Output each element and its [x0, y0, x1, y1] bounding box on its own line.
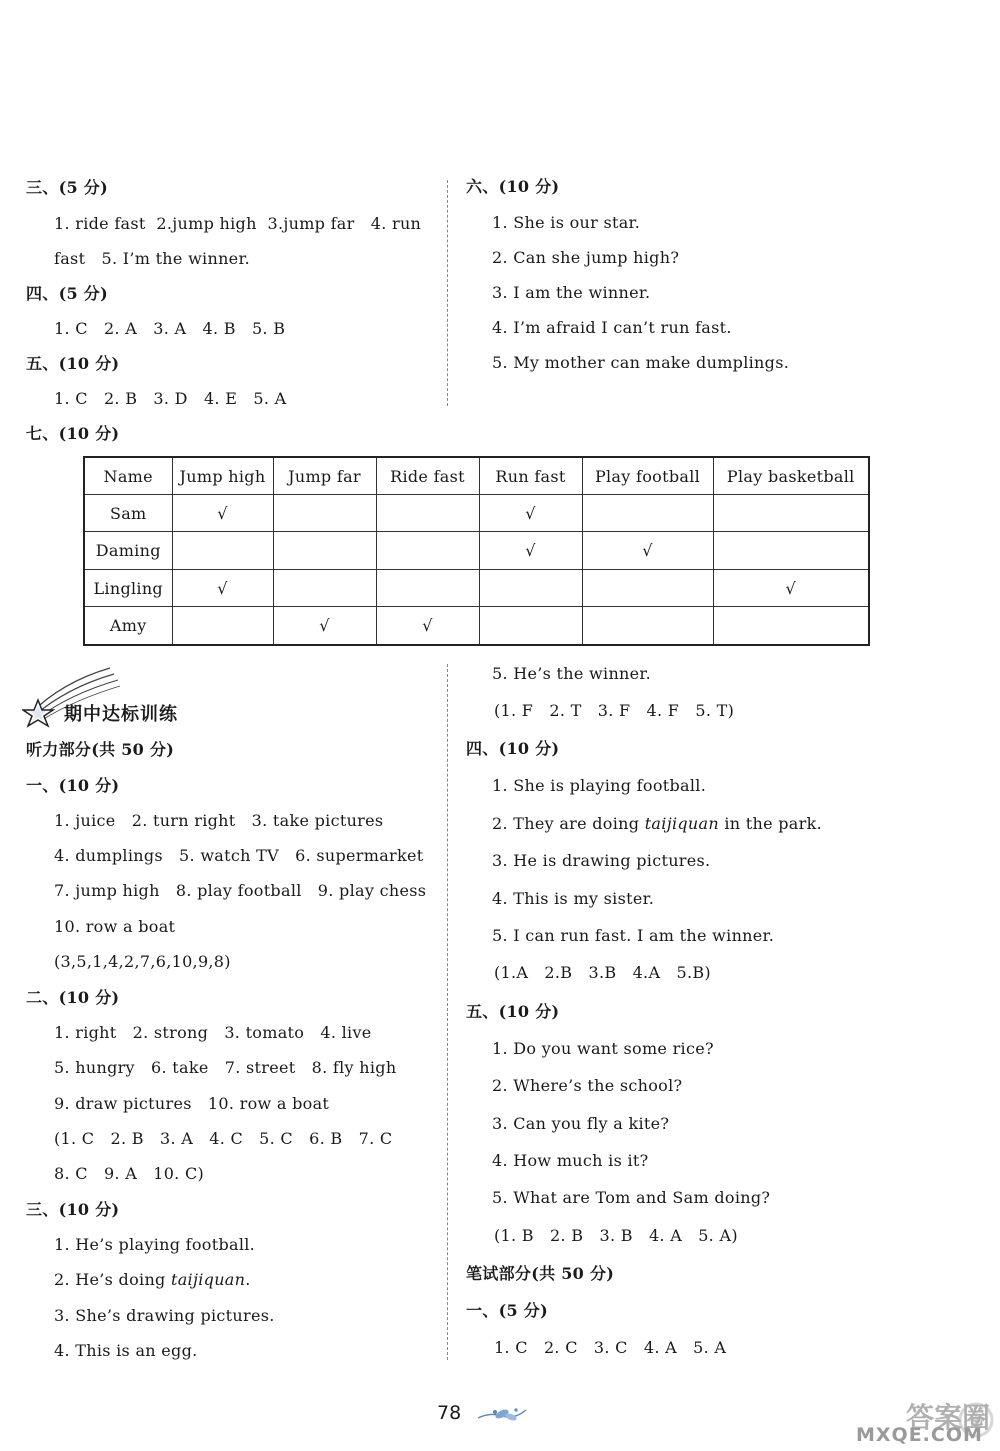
- section-6-line-5: 5. My mother can make dumplings.: [492, 353, 790, 372]
- part-3-line-2-end: .: [245, 1270, 251, 1289]
- part-4-title: 四、(10 分): [466, 739, 560, 758]
- part-1-line-5: (3,5,1,4,2,7,6,10,9,8): [54, 952, 231, 971]
- part-3-line-2: [54, 1270, 251, 1290]
- part-3-title: 三、(10 分): [26, 1200, 120, 1219]
- table-cell: [172, 532, 273, 569]
- part-5-answers: (1. B 2. B 3. B 4. A 5. A): [494, 1226, 738, 1245]
- part-4-line-2: [492, 814, 822, 834]
- table-cell: √: [713, 569, 869, 606]
- part-4-line-3: 3. He is drawing pictures.: [492, 851, 711, 870]
- table-header-cell: Run fast: [479, 457, 582, 495]
- section-3-line-2: fast 5. I’m the winner.: [54, 249, 251, 268]
- table-header-cell: Play basketball: [713, 457, 869, 495]
- table-header-row: [84, 457, 869, 495]
- part-3-line-3: 3. She’s drawing pictures.: [54, 1306, 275, 1325]
- part-3-answers: (1. F 2. T 3. F 4. F 5. T): [494, 701, 735, 720]
- table-cell: Daming: [84, 532, 172, 569]
- part-4-line-4: 4. This is my sister.: [492, 889, 655, 908]
- part-2-line-5: 8. C 9. A 10. C): [54, 1164, 205, 1183]
- part-4-line-2-text: 2. They are doing: [492, 814, 645, 833]
- table-cell: √: [479, 495, 582, 532]
- part-4-line-2-end: in the park.: [718, 814, 822, 833]
- part-4-line-5: 5. I can run fast. I am the winner.: [492, 926, 775, 945]
- page-number: 78: [437, 1402, 462, 1424]
- part-5-title: 五、(10 分): [466, 1002, 560, 1021]
- table-cell: Lingling: [84, 569, 172, 606]
- part-1-line-1: 1. juice 2. turn right 3. take pictures: [54, 811, 384, 830]
- part-1-line-4: 10. row a boat: [54, 917, 176, 936]
- written-part-1-title: 一、(5 分): [466, 1301, 548, 1320]
- table-cell: Sam: [84, 495, 172, 532]
- part-1-title: 一、(10 分): [26, 776, 120, 795]
- table-header-cell: Jump high: [172, 457, 273, 495]
- table-cell: [273, 532, 376, 569]
- section-6-line-3: 3. I am the winner.: [492, 283, 651, 302]
- part-2-title: 二、(10 分): [26, 988, 120, 1007]
- table-cell: √: [172, 495, 273, 532]
- table-cell: [582, 569, 713, 606]
- table-cell: [172, 607, 273, 645]
- listening-heading: 听力部分(共 50 分): [26, 740, 175, 759]
- section-6-title: 六、(10 分): [466, 177, 560, 196]
- table-row: [84, 495, 869, 532]
- midterm-title: 期中达标训练: [64, 704, 178, 725]
- part-3-line-4: 4. This is an egg.: [54, 1341, 198, 1360]
- watermark-mark: 答案圈: [906, 1401, 991, 1434]
- section-3-title: 三、(5 分): [26, 178, 108, 197]
- part-3-line-2-italic: taijiquan: [170, 1270, 246, 1289]
- part-1-line-3: 7. jump high 8. play football 9. play chess: [54, 881, 427, 900]
- part-2-line-1: 1. right 2. strong 3. tomato 4. live: [54, 1023, 372, 1042]
- section-6-line-4: 4. I’m afraid I can’t run fast.: [492, 318, 732, 337]
- leaf-ornament-icon: [476, 1404, 528, 1426]
- section-4-line-1: 1. C 2. A 3. A 4. B 5. B: [54, 319, 286, 338]
- table-cell: [713, 532, 869, 569]
- written-part-1-line-1: 1. C 2. C 3. C 4. A 5. A: [494, 1338, 727, 1357]
- abilities-table: [83, 456, 870, 646]
- section-7-title: 七、(10 分): [26, 424, 120, 443]
- table-cell: [273, 569, 376, 606]
- table-cell: √: [376, 607, 479, 645]
- table-header-cell: Ride fast: [376, 457, 479, 495]
- part-3-line-2-text: 2. He’s doing: [54, 1270, 171, 1289]
- table-cell: [713, 607, 869, 645]
- part-3-line-5: 5. He’s the winner.: [492, 664, 652, 683]
- table-row: [84, 532, 869, 569]
- section-4-title: 四、(5 分): [26, 284, 108, 303]
- watermark-text: MXQE.COM: [856, 1424, 983, 1446]
- section-5-title: 五、(10 分): [26, 354, 120, 373]
- table-cell: [582, 495, 713, 532]
- column-divider-top: [447, 180, 448, 406]
- table-cell: √: [172, 569, 273, 606]
- part-4-answers: (1.A 2.B 3.B 4.A 5.B): [494, 963, 711, 982]
- section-3-line-1: 1. ride fast 2.jump high 3.jump far 4. run: [54, 214, 422, 233]
- table-cell: [376, 495, 479, 532]
- part-1-line-2: 4. dumplings 5. watch TV 6. supermarket: [54, 846, 424, 865]
- section-6-line-1: 1. She is our star.: [492, 213, 641, 232]
- part-3-line-1: 1. He’s playing football.: [54, 1235, 256, 1254]
- table-header-cell: Name: [84, 457, 172, 495]
- section-6-line-2: 2. Can she jump high?: [492, 248, 680, 267]
- table-row: [84, 569, 869, 606]
- part-5-line-3: 3. Can you fly a kite?: [492, 1114, 670, 1133]
- table-header-cell: Jump far: [273, 457, 376, 495]
- table-cell: √: [273, 607, 376, 645]
- column-divider-bottom: [447, 664, 448, 1360]
- part-2-line-4: (1. C 2. B 3. A 4. C 5. C 6. B 7. C: [54, 1129, 393, 1148]
- written-heading: 笔试部分(共 50 分): [466, 1264, 615, 1283]
- part-2-line-3: 9. draw pictures 10. row a boat: [54, 1094, 330, 1113]
- part-2-line-2: 5. hungry 6. take 7. street 8. fly high: [54, 1058, 397, 1077]
- table-cell: [582, 607, 713, 645]
- table-cell: [273, 495, 376, 532]
- table-cell: [479, 569, 582, 606]
- part-4-line-2-italic: taijiquan: [644, 814, 719, 833]
- part-5-line-2: 2. Where’s the school?: [492, 1076, 683, 1095]
- section-5-line-1: 1. C 2. B 3. D 4. E 5. A: [54, 389, 287, 408]
- table-header-cell: Play football: [582, 457, 713, 495]
- table-cell: [713, 495, 869, 532]
- table-cell: [479, 607, 582, 645]
- table-row: [84, 607, 869, 645]
- table-cell: √: [479, 532, 582, 569]
- table-cell: Amy: [84, 607, 172, 645]
- part-4-line-1: 1. She is playing football.: [492, 776, 707, 795]
- part-5-line-4: 4. How much is it?: [492, 1151, 649, 1170]
- table-cell: √: [582, 532, 713, 569]
- part-5-line-1: 1. Do you want some rice?: [492, 1039, 714, 1058]
- table-cell: [376, 532, 479, 569]
- table-cell: [376, 569, 479, 606]
- part-5-line-5: 5. What are Tom and Sam doing?: [492, 1188, 771, 1207]
